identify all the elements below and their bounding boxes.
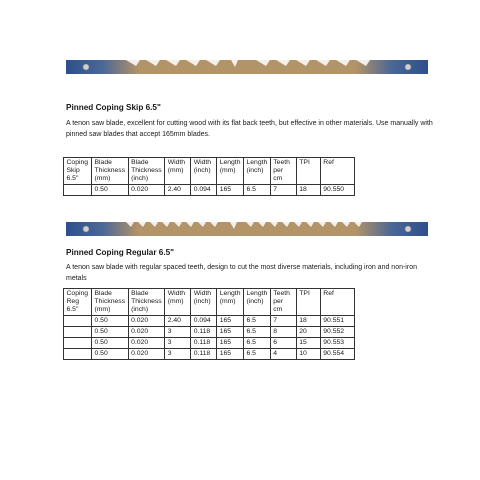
table-cell: 90.551 [320, 316, 354, 327]
column-header: Length (mm) [217, 158, 244, 185]
table-cell: 0.020 [128, 338, 165, 349]
column-header: TPI [296, 289, 320, 316]
table-cell: 6.5 [243, 316, 270, 327]
table-cell: 90.550 [320, 185, 354, 196]
table-cell: 3 [165, 349, 191, 360]
product-title: Pinned Coping Skip 6.5" [66, 103, 161, 112]
table-cell: 4 [270, 349, 296, 360]
saw-blade-body [66, 60, 428, 74]
column-header: Length (inch) [243, 158, 270, 185]
table-cell: 15 [296, 338, 320, 349]
table-row [64, 338, 355, 349]
column-header: Width (inch) [191, 289, 217, 316]
table-row [64, 349, 355, 360]
table-cell: 18 [296, 185, 320, 196]
saw-blade-body [66, 222, 428, 236]
column-header: Width (mm) [165, 289, 191, 316]
table-cell: 10 [296, 349, 320, 360]
column-header: Blade Thickness (inch) [128, 158, 165, 185]
table-cell: 165 [217, 327, 244, 338]
pin-right [405, 226, 411, 232]
column-header: Teeth per cm [270, 158, 296, 185]
table-cell: 0.50 [92, 349, 129, 360]
table-cell: 0.118 [191, 327, 217, 338]
table-cell: 3 [165, 338, 191, 349]
table-cell: 3 [165, 327, 191, 338]
pin-left [83, 64, 89, 70]
table-header-row [64, 158, 355, 185]
table-cell [64, 349, 92, 360]
table-cell: 0.094 [191, 316, 217, 327]
table-cell: 6 [270, 338, 296, 349]
column-header: Length (inch) [243, 289, 270, 316]
table-cell: 0.094 [191, 185, 217, 196]
table-cell: 0.50 [92, 327, 129, 338]
product-description: A tenon saw blade with regular spaced teeth, design to cut the most diverse materials, including iron and non-iron metals [66, 264, 417, 282]
table-row [64, 185, 355, 196]
product-description: A tenon saw blade, excellent for cutting wood with its flat back teeth, but effective in other materials. Use manually with pinned saw blades that accept 165mm blades. [66, 120, 433, 138]
table-cell: 90.554 [320, 349, 354, 360]
table-cell: 7 [270, 316, 296, 327]
table-cell: 90.553 [320, 338, 354, 349]
saw-blade-icon [66, 57, 428, 77]
table-cell: 0.50 [92, 185, 129, 196]
table-cell: 90.552 [320, 327, 354, 338]
column-header: Length (mm) [217, 289, 244, 316]
column-header: Blade Thickness (mm) [92, 158, 129, 185]
table-cell [64, 338, 92, 349]
table-cell: 7 [270, 185, 296, 196]
table-cell [64, 327, 92, 338]
table-cell: 0.118 [191, 349, 217, 360]
column-header: Width (inch) [191, 158, 217, 185]
table-cell: 18 [296, 316, 320, 327]
column-header: Teeth per cm [270, 289, 296, 316]
table-cell: 0.020 [128, 185, 165, 196]
table-cell: 0.118 [191, 338, 217, 349]
table-cell: 0.50 [92, 338, 129, 349]
specs-table [63, 288, 355, 360]
table-cell: 165 [217, 338, 244, 349]
table-cell: 20 [296, 327, 320, 338]
table-cell: 165 [217, 185, 244, 196]
saw-blade-image [66, 219, 428, 239]
column-header: Ref [320, 289, 354, 316]
table-cell: 2.40 [165, 316, 191, 327]
table-cell: 165 [217, 316, 244, 327]
column-header: Ref [320, 158, 354, 185]
table-cell: 8 [270, 327, 296, 338]
table-cell: 6.5 [243, 185, 270, 196]
table-cell: 6.5 [243, 338, 270, 349]
table-cell: 6.5 [243, 349, 270, 360]
table-row [64, 316, 355, 327]
column-header: TPI [296, 158, 320, 185]
column-header: Width (mm) [165, 158, 191, 185]
pin-right [405, 64, 411, 70]
table-cell: 0.020 [128, 316, 165, 327]
table-cell: 0.020 [128, 349, 165, 360]
column-header: Blade Thickness (mm) [92, 289, 129, 316]
table-cell [64, 185, 92, 196]
column-header: Coping Reg 6.5" [64, 289, 92, 316]
table-cell: 6.5 [243, 327, 270, 338]
table-header-row [64, 289, 355, 316]
table-cell: 0.50 [92, 316, 129, 327]
column-header: Blade Thickness (inch) [128, 289, 165, 316]
saw-blade-icon [66, 219, 428, 239]
table-cell: 165 [217, 349, 244, 360]
table-cell: 0.020 [128, 327, 165, 338]
saw-blade-image [66, 57, 428, 77]
pin-left [83, 226, 89, 232]
specs-table [63, 157, 355, 196]
table-cell: 2.40 [165, 185, 191, 196]
table-cell [64, 316, 92, 327]
column-header: Coping Skip 6.5" [64, 158, 92, 185]
table-row [64, 327, 355, 338]
product-title: Pinned Coping Regular 6.5" [66, 248, 175, 257]
